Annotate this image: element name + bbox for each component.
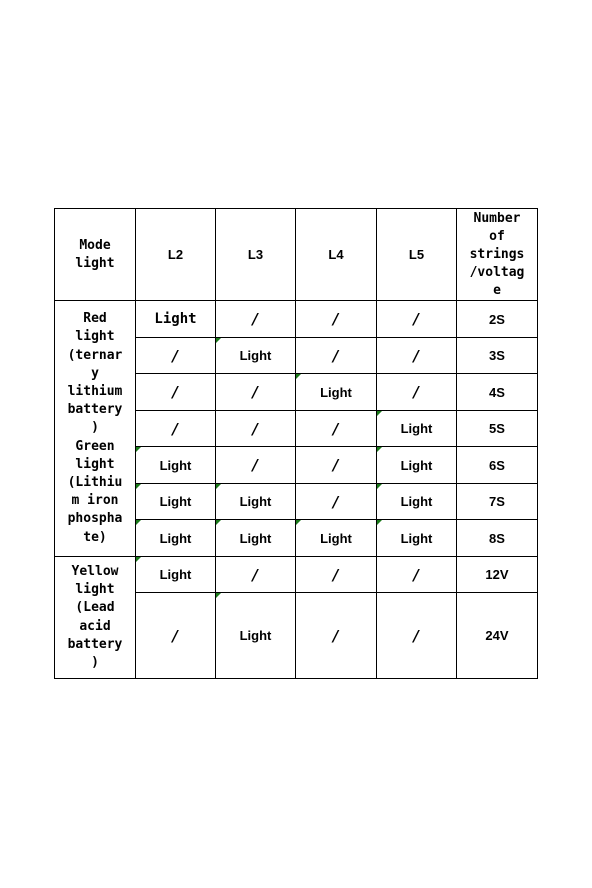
table-cell-value: 4S (457, 374, 538, 411)
table-cell: Light (136, 484, 216, 520)
table-cell: / (136, 338, 216, 374)
header-row (55, 209, 538, 301)
table-cell-value: 24V (457, 593, 538, 679)
table-cell: / (136, 374, 216, 411)
table-cell: / (296, 338, 377, 374)
table-cell: / (216, 301, 296, 338)
table-cell: Light (377, 411, 457, 447)
table-cell-value: 5S (457, 411, 538, 447)
table-cell: Light (377, 447, 457, 484)
table-cell-value: 12V (457, 557, 538, 593)
header-l5: L5 (377, 209, 457, 301)
table-cell: / (216, 557, 296, 593)
table-cell-value: 7S (457, 484, 538, 520)
table-cell: Light (296, 520, 377, 557)
table-cell: Light (136, 301, 216, 338)
table-cell: / (136, 593, 216, 679)
table-cell: / (377, 374, 457, 411)
header-strings-voltage: Number of strings /voltag e (457, 209, 538, 301)
table-cell: / (296, 411, 377, 447)
table-cell-value: 8S (457, 520, 538, 557)
table-row-12v (55, 557, 538, 593)
table-cell: Light (216, 338, 296, 374)
table-cell: Light (377, 484, 457, 520)
table-cell-value: 6S (457, 447, 538, 484)
header-l4: L4 (296, 209, 377, 301)
group-label-red-green: Red light (ternar y lithium battery ) Green light (Lithiu m iron phospha te) (55, 301, 136, 557)
table-cell: / (377, 301, 457, 338)
table-cell-value: 2S (457, 301, 538, 338)
table-cell: Light (377, 520, 457, 557)
table-cell: Light (136, 557, 216, 593)
table-cell: / (216, 374, 296, 411)
header-l2: L2 (136, 209, 216, 301)
group-label-yellow: Yellow light (Lead acid battery ) (55, 557, 136, 679)
table-cell: Light (136, 447, 216, 484)
table-cell: / (216, 447, 296, 484)
header-mode-light: Mode light (55, 209, 136, 301)
table-cell: / (296, 593, 377, 679)
table-cell: / (296, 484, 377, 520)
table-cell: / (296, 447, 377, 484)
table-cell: Light (136, 520, 216, 557)
table-row-2s (55, 301, 538, 338)
table-cell: / (296, 301, 377, 338)
table-cell: Light (216, 593, 296, 679)
table-cell: Light (216, 520, 296, 557)
table-cell: / (377, 593, 457, 679)
table-cell: / (136, 411, 216, 447)
mode-light-table (54, 208, 538, 679)
table-cell: / (296, 557, 377, 593)
table-cell-value: 3S (457, 338, 538, 374)
table-cell: Light (296, 374, 377, 411)
table-cell: / (377, 338, 457, 374)
header-l3: L3 (216, 209, 296, 301)
table-cell: / (216, 411, 296, 447)
table-cell: Light (216, 484, 296, 520)
table-cell: / (377, 557, 457, 593)
